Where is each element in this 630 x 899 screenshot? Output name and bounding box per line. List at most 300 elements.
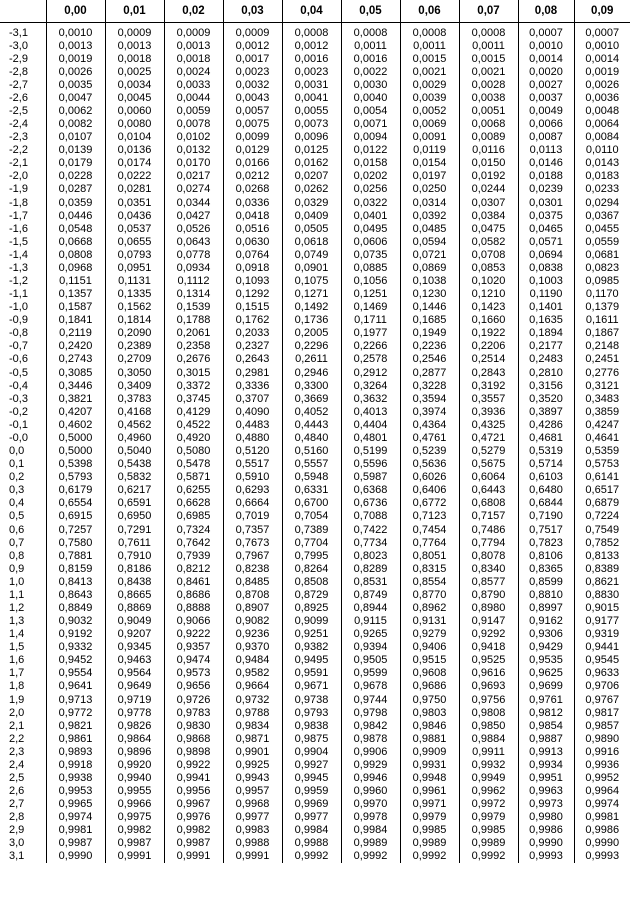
probability-cell: 0,9960: [341, 785, 400, 798]
probability-cell: 0,0853: [459, 261, 518, 274]
column-header: 0,06: [400, 0, 459, 23]
probability-cell: 0,0197: [400, 170, 459, 183]
probability-cell: 0,1401: [518, 301, 574, 314]
probability-cell: 0,8888: [164, 601, 223, 614]
column-header: 0,00: [46, 0, 105, 23]
probability-cell: 0,0012: [282, 39, 341, 52]
probability-cell: 0,8078: [459, 549, 518, 562]
probability-cell: 0,9985: [459, 824, 518, 837]
probability-cell: 0,4602: [46, 418, 105, 431]
probability-cell: 0,0885: [341, 261, 400, 274]
probability-cell: 0,3821: [46, 392, 105, 405]
probability-cell: 0,9987: [46, 837, 105, 850]
probability-cell: 0,0735: [341, 248, 400, 261]
probability-cell: 0,0089: [459, 131, 518, 144]
probability-cell: 0,0110: [574, 144, 630, 157]
probability-cell: 0,9370: [223, 641, 282, 654]
probability-cell: 0,7123: [400, 510, 459, 523]
probability-cell: 0,0020: [518, 65, 574, 78]
probability-cell: 0,2119: [46, 327, 105, 340]
probability-cell: 0,2981: [223, 366, 282, 379]
probability-cell: 0,9955: [105, 785, 164, 798]
probability-cell: 0,4801: [341, 431, 400, 444]
probability-cell: 0,9641: [46, 680, 105, 693]
probability-cell: 0,9967: [164, 798, 223, 811]
probability-cell: 0,0034: [105, 78, 164, 91]
probability-cell: 0,8830: [574, 588, 630, 601]
probability-cell: 0,0026: [46, 65, 105, 78]
probability-cell: 0,0823: [574, 261, 630, 274]
probability-cell: 0,2810: [518, 366, 574, 379]
table-row: [0, 562, 630, 575]
probability-cell: 0,8643: [46, 588, 105, 601]
probability-cell: 0,8749: [341, 588, 400, 601]
probability-cell: 0,9983: [223, 824, 282, 837]
probability-cell: 0,8365: [518, 562, 574, 575]
probability-cell: 0,6026: [400, 471, 459, 484]
probability-cell: 0,2776: [574, 366, 630, 379]
probability-cell: 0,5398: [46, 458, 105, 471]
probability-cell: 0,9943: [223, 771, 282, 784]
probability-cell: 0,9918: [46, 758, 105, 771]
table-row: [0, 131, 630, 144]
probability-cell: 0,1151: [46, 274, 105, 287]
probability-cell: 0,2061: [164, 327, 223, 340]
z-value-cell: 1,5: [9, 641, 25, 654]
probability-cell: 0,1423: [459, 301, 518, 314]
probability-cell: 0,0132: [164, 144, 223, 157]
probability-cell: 0,0384: [459, 209, 518, 222]
probability-cell: 0,0505: [282, 222, 341, 235]
probability-cell: 0,9887: [518, 732, 574, 745]
table-row: [0, 39, 630, 52]
table-row: [0, 549, 630, 562]
probability-cell: 0,4483: [223, 418, 282, 431]
probability-cell: 0,9783: [164, 706, 223, 719]
probability-cell: 0,1093: [223, 274, 282, 287]
probability-cell: 0,0075: [223, 118, 282, 131]
probability-cell: 0,2877: [400, 366, 459, 379]
probability-cell: 0,5714: [518, 458, 574, 471]
probability-cell: 0,8159: [46, 562, 105, 575]
table-row: [0, 588, 630, 601]
probability-cell: 0,0033: [164, 78, 223, 91]
probability-cell: 0,0869: [400, 261, 459, 274]
probability-cell: 0,0465: [518, 222, 574, 235]
probability-cell: 0,5438: [105, 458, 164, 471]
probability-cell: 0,0084: [574, 131, 630, 144]
probability-cell: 0,3050: [105, 366, 164, 379]
probability-cell: 0,3121: [574, 379, 630, 392]
probability-cell: 0,9977: [223, 811, 282, 824]
probability-cell: 0,7939: [164, 549, 223, 562]
probability-cell: 0,1056: [341, 274, 400, 287]
probability-cell: 0,0322: [341, 196, 400, 209]
probability-cell: 0,0351: [105, 196, 164, 209]
probability-cell: 0,8849: [46, 601, 105, 614]
probability-cell: 0,3156: [518, 379, 574, 392]
z-value-cell: -2,1: [9, 157, 28, 170]
probability-cell: 0,3446: [46, 379, 105, 392]
probability-cell: 0,9974: [46, 811, 105, 824]
z-value-cell: -1,8: [9, 196, 28, 209]
probability-cell: 0,6591: [105, 497, 164, 510]
probability-cell: 0,1170: [574, 288, 630, 301]
probability-cell: 0,9788: [223, 706, 282, 719]
probability-cell: 0,9972: [459, 798, 518, 811]
probability-cell: 0,0008: [341, 23, 400, 40]
probability-cell: 0,4562: [105, 418, 164, 431]
probability-cell: 0,0018: [164, 52, 223, 65]
probability-cell: 0,9864: [105, 732, 164, 745]
probability-cell: 0,2709: [105, 353, 164, 366]
probability-cell: 0,8962: [400, 601, 459, 614]
probability-cell: 0,8980: [459, 601, 518, 614]
z-value-cell: -1,3: [9, 261, 28, 274]
probability-cell: 0,0485: [400, 222, 459, 235]
z-value-cell: 1,7: [9, 667, 25, 680]
probability-cell: 0,3707: [223, 392, 282, 405]
probability-cell: 0,9306: [518, 628, 574, 641]
probability-cell: 0,0021: [400, 65, 459, 78]
probability-cell: 0,0029: [400, 78, 459, 91]
probability-cell: 0,1788: [164, 314, 223, 327]
probability-cell: 0,9962: [459, 785, 518, 798]
probability-cell: 0,9970: [341, 798, 400, 811]
probability-cell: 0,0256: [341, 183, 400, 196]
probability-cell: 0,9793: [282, 706, 341, 719]
probability-cell: 0,4681: [518, 431, 574, 444]
probability-cell: 0,9292: [459, 628, 518, 641]
table-row: [0, 484, 630, 497]
probability-cell: 0,8212: [164, 562, 223, 575]
probability-cell: 0,3557: [459, 392, 518, 405]
probability-cell: 0,8508: [282, 575, 341, 588]
probability-cell: 0,1711: [341, 314, 400, 327]
probability-cell: 0,9192: [46, 628, 105, 641]
probability-cell: 0,9956: [164, 785, 223, 798]
probability-cell: 0,5279: [459, 445, 518, 458]
probability-cell: 0,9979: [400, 811, 459, 824]
probability-cell: 0,0392: [400, 209, 459, 222]
probability-cell: 0,0016: [282, 52, 341, 65]
probability-cell: 0,0011: [459, 39, 518, 52]
probability-cell: 0,2946: [282, 366, 341, 379]
probability-cell: 0,9991: [164, 850, 223, 863]
z-value-cell: -0,0: [9, 431, 28, 444]
probability-cell: 0,7995: [282, 549, 341, 562]
probability-cell: 0,0166: [223, 157, 282, 170]
probability-cell: 0,1814: [105, 314, 164, 327]
table-row: [0, 510, 630, 523]
probability-cell: 0,9049: [105, 615, 164, 628]
probability-cell: 0,5910: [223, 471, 282, 484]
probability-cell: 0,8729: [282, 588, 341, 601]
column-header: 0,02: [164, 0, 223, 23]
table-row: [0, 104, 630, 117]
probability-cell: 0,7852: [574, 536, 630, 549]
probability-cell: 0,0207: [282, 170, 341, 183]
probability-cell: 0,0708: [459, 248, 518, 261]
table-row: [0, 693, 630, 706]
probability-cell: 0,0035: [46, 78, 105, 91]
probability-cell: 0,7642: [164, 536, 223, 549]
probability-cell: 0,0217: [164, 170, 223, 183]
table-row: [0, 536, 630, 549]
probability-cell: 0,0012: [223, 39, 282, 52]
probability-cell: 0,5557: [282, 458, 341, 471]
table-row: [0, 23, 630, 40]
probability-cell: 0,3409: [105, 379, 164, 392]
probability-cell: 0,0047: [46, 91, 105, 104]
z-value-cell: -1,2: [9, 275, 28, 288]
probability-cell: 0,9868: [164, 732, 223, 745]
probability-cell: 0,9890: [574, 732, 630, 745]
table-row: [0, 301, 630, 314]
probability-cell: 0,0778: [164, 248, 223, 261]
probability-cell: 0,0359: [46, 196, 105, 209]
probability-cell: 0,7734: [341, 536, 400, 549]
probability-cell: 0,6664: [223, 497, 282, 510]
probability-cell: 0,2611: [282, 353, 341, 366]
probability-cell: 0,9990: [574, 837, 630, 850]
probability-cell: 0,7422: [341, 523, 400, 536]
probability-cell: 0,0007: [574, 23, 630, 40]
probability-cell: 0,9932: [459, 758, 518, 771]
probability-cell: 0,0044: [164, 91, 223, 104]
probability-cell: 0,9345: [105, 641, 164, 654]
probability-cell: 0,9463: [105, 654, 164, 667]
probability-cell: 0,9177: [574, 615, 630, 628]
probability-cell: 0,9821: [46, 719, 105, 732]
probability-cell: 0,6217: [105, 484, 164, 497]
probability-cell: 0,5478: [164, 458, 223, 471]
probability-cell: 0,0051: [459, 104, 518, 117]
probability-cell: 0,9884: [459, 732, 518, 745]
probability-cell: 0,0146: [518, 157, 574, 170]
probability-cell: 0,6808: [459, 497, 518, 510]
probability-cell: 0,8599: [518, 575, 574, 588]
probability-cell: 0,0228: [46, 170, 105, 183]
probability-cell: 0,0681: [574, 248, 630, 261]
probability-cell: 0,5000: [46, 445, 105, 458]
table-row: [0, 405, 630, 418]
probability-cell: 0,0087: [518, 131, 574, 144]
probability-cell: 0,1251: [341, 288, 400, 301]
probability-cell: 0,6844: [518, 497, 574, 510]
probability-cell: 0,9992: [459, 850, 518, 863]
probability-cell: 0,9850: [459, 719, 518, 732]
probability-cell: 0,9992: [341, 850, 400, 863]
probability-cell: 0,9279: [400, 628, 459, 641]
probability-cell: 0,0099: [223, 131, 282, 144]
probability-cell: 0,9984: [282, 824, 341, 837]
probability-cell: 0,2743: [46, 353, 105, 366]
probability-cell: 0,9893: [46, 745, 105, 758]
probability-cell: 0,0495: [341, 222, 400, 235]
probability-cell: 0,0336: [223, 196, 282, 209]
probability-cell: 0,4325: [459, 418, 518, 431]
probability-cell: 0,9798: [341, 706, 400, 719]
probability-cell: 0,0014: [518, 52, 574, 65]
probability-cell: 0,9990: [46, 850, 105, 863]
probability-cell: 0,1492: [282, 301, 341, 314]
probability-cell: 0,9418: [459, 641, 518, 654]
probability-cell: 0,8238: [223, 562, 282, 575]
probability-cell: 0,0268: [223, 183, 282, 196]
probability-cell: 0,6772: [400, 497, 459, 510]
probability-cell: 0,0107: [46, 131, 105, 144]
probability-cell: 0,3783: [105, 392, 164, 405]
probability-cell: 0,7764: [400, 536, 459, 549]
z-value-cell: 0,6: [9, 523, 25, 536]
table-row: [0, 719, 630, 732]
probability-cell: 0,0041: [282, 91, 341, 104]
probability-cell: 0,9945: [282, 771, 341, 784]
probability-cell: 0,3015: [164, 366, 223, 379]
table-row: [0, 248, 630, 261]
probability-cell: 0,0019: [574, 65, 630, 78]
probability-cell: 0,1469: [341, 301, 400, 314]
probability-cell: 0,0116: [459, 144, 518, 157]
probability-cell: 0,9981: [574, 811, 630, 824]
probability-cell: 0,9993: [574, 850, 630, 863]
probability-cell: 0,9964: [574, 785, 630, 798]
probability-cell: 0,9988: [223, 837, 282, 850]
z-value-cell: 0,8: [9, 549, 25, 562]
probability-cell: 0,9946: [341, 771, 400, 784]
z-value-cell: -2,9: [9, 52, 28, 65]
probability-cell: 0,0455: [574, 222, 630, 235]
probability-cell: 0,9726: [164, 693, 223, 706]
z-value-cell: 0,2: [9, 471, 25, 484]
probability-cell: 0,1003: [518, 274, 574, 287]
probability-cell: 0,9986: [518, 824, 574, 837]
probability-cell: 0,9319: [574, 628, 630, 641]
table-row: [0, 523, 630, 536]
probability-cell: 0,9875: [282, 732, 341, 745]
probability-cell: 0,9525: [459, 654, 518, 667]
column-header: 0,05: [341, 0, 400, 23]
z-value-cell: 2,8: [9, 811, 25, 824]
probability-cell: 0,0150: [459, 157, 518, 170]
probability-cell: 0,4207: [46, 405, 105, 418]
probability-cell: 0,0045: [105, 91, 164, 104]
table-row: [0, 837, 630, 850]
probability-cell: 0,9115: [341, 615, 400, 628]
probability-cell: 0,9936: [574, 758, 630, 771]
column-header: 0,08: [518, 0, 574, 23]
probability-cell: 0,0594: [400, 235, 459, 248]
z-value-cell: 1,2: [9, 601, 25, 614]
probability-cell: 0,2546: [400, 353, 459, 366]
probability-cell: 0,1271: [282, 288, 341, 301]
probability-cell: 0,3745: [164, 392, 223, 405]
probability-cell: 0,0008: [400, 23, 459, 40]
probability-cell: 0,0475: [459, 222, 518, 235]
probability-cell: 0,5239: [400, 445, 459, 458]
probability-cell: 0,5080: [164, 445, 223, 458]
probability-cell: 0,1210: [459, 288, 518, 301]
table-row: [0, 680, 630, 693]
probability-cell: 0,9656: [164, 680, 223, 693]
z-value-cell: 0,1: [9, 458, 25, 471]
probability-cell: 0,0170: [164, 157, 223, 170]
probability-cell: 0,7224: [574, 510, 630, 523]
z-value-cell: 2,7: [9, 798, 25, 811]
table-row: [0, 654, 630, 667]
z-value-cell: 0,7: [9, 536, 25, 549]
probability-cell: 0,9591: [282, 667, 341, 680]
z-value-cell: 0,9: [9, 562, 25, 575]
probability-cell: 0,9982: [164, 824, 223, 837]
probability-cell: 0,0749: [282, 248, 341, 261]
probability-cell: 0,0023: [282, 65, 341, 78]
probability-cell: 0,0013: [105, 39, 164, 52]
z-value-cell: -2,8: [9, 65, 28, 78]
probability-cell: 0,9761: [518, 693, 574, 706]
probability-cell: 0,8106: [518, 549, 574, 562]
probability-cell: 0,9236: [223, 628, 282, 641]
table-row: [0, 667, 630, 680]
probability-cell: 0,9934: [518, 758, 574, 771]
probability-cell: 0,5359: [574, 445, 630, 458]
probability-cell: 0,0274: [164, 183, 223, 196]
probability-cell: 0,0007: [518, 23, 574, 40]
probability-cell: 0,0032: [223, 78, 282, 91]
probability-cell: 0,9968: [223, 798, 282, 811]
probability-cell: 0,2090: [105, 327, 164, 340]
probability-cell: 0,9990: [518, 837, 574, 850]
probability-cell: 0,0073: [282, 118, 341, 131]
probability-cell: 0,0039: [400, 91, 459, 104]
probability-cell: 0,9922: [164, 758, 223, 771]
probability-cell: 0,0314: [400, 196, 459, 209]
probability-cell: 0,9664: [223, 680, 282, 693]
table-row: [0, 209, 630, 222]
probability-cell: 0,0446: [46, 209, 105, 222]
table-row: [0, 575, 630, 588]
z-value-cell: 2,2: [9, 732, 25, 745]
table-row: [0, 52, 630, 65]
probability-cell: 0,9920: [105, 758, 164, 771]
probability-cell: 0,9429: [518, 641, 574, 654]
z-value-cell: 1,9: [9, 693, 25, 706]
header-row: [0, 0, 630, 23]
probability-cell: 0,9965: [46, 798, 105, 811]
table-row: [0, 798, 630, 811]
probability-cell: 0,7611: [105, 536, 164, 549]
probability-cell: 0,0985: [574, 274, 630, 287]
probability-cell: 0,0102: [164, 131, 223, 144]
probability-cell: 0,9633: [574, 667, 630, 680]
z-value-cell: 1,3: [9, 615, 25, 628]
table-row: [0, 235, 630, 248]
probability-cell: 0,5160: [282, 445, 341, 458]
probability-cell: 0,8577: [459, 575, 518, 588]
probability-cell: 0,1587: [46, 301, 105, 314]
probability-cell: 0,0009: [105, 23, 164, 40]
probability-cell: 0,9846: [400, 719, 459, 732]
probability-cell: 0,9898: [164, 745, 223, 758]
probability-cell: 0,1446: [400, 301, 459, 314]
z-value-cell: 1,6: [9, 654, 25, 667]
z-value-cell: -2,6: [9, 91, 28, 104]
probability-cell: 0,0301: [518, 196, 574, 209]
probability-cell: 0,6293: [223, 484, 282, 497]
probability-cell: 0,0918: [223, 261, 282, 274]
probability-cell: 0,9251: [282, 628, 341, 641]
